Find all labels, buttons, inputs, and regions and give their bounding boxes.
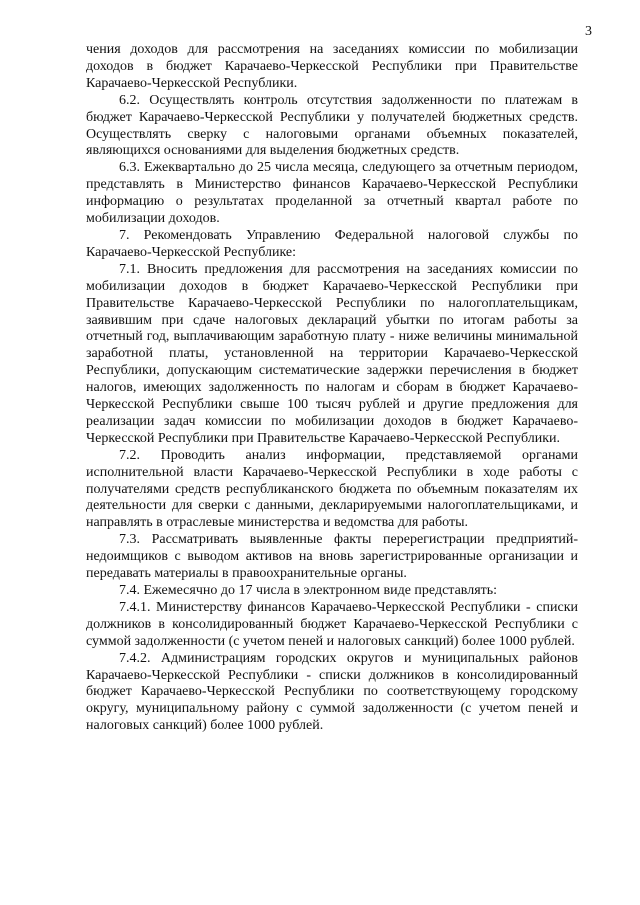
paragraph: 7.4.1. Министерству финансов Карачаево-Черкесской Республики - списки должников в консолидированный бюджет Карачаево-Черкесской Республики с суммой задолженности (с учетом пеней и налоговых санкций) более 1000 рублей. bbox=[86, 599, 578, 649]
paragraph: 6.3. Ежеквартально до 25 числа месяца, следующего за отчетным периодом, представлять в Министерство финансов Карачаево-Черкесской Республики информацию о результатах проделанной за отчетный квартал работе по мобилизации доходов. bbox=[86, 160, 578, 227]
paragraph: 7.3. Рассматривать выявленные факты перерегистрации предприятий-недоимщиков с выводом активов на вновь зарегистрированные организации и передавать материалы в правоохранительные органы. bbox=[86, 532, 578, 582]
paragraph: 7.1. Вносить предложения для рассмотрения на заседаниях комиссии по мобилизации доходов в бюджет Карачаево-Черкесской Республики при Правительстве Карачаево-Черкесской Республики по налогоплательщикам, заявившим при сдаче налоговых деклараций убытки по итогам работы за отчетный год, выплачивающим заработную плату - ниже величины минимальной заработной платы, установленной на территории Карачаево-Черкесской Республики, допускающим систематические задержки перечисления в бюджет налогов, имеющих задолженность по налогам и сборам в бюджет Карачаево-Черкесской Республики свыше 100 тысяч рублей и другие предложения для реализации задач комиссии по мобилизации доходов в бюджет Карачаево-Черкесской Республики при Правительстве Карачаево-Черкесской Республики. bbox=[86, 261, 578, 446]
paragraph: 7.4.2. Администрациям городских округов и муниципальных районов Карачаево-Черкесской Республики - списки должников в консолидированный бюджет Карачаево-Черкесской Республики по соответствующему городскому округу, муниципальному району с суммой задолженности (с учетом пеней и налоговых санкций) более 1000 рублей. bbox=[86, 650, 578, 734]
page-number: 3 bbox=[585, 24, 592, 39]
paragraph: 6.2. Осуществлять контроль отсутствия задолженности по платежам в бюджет Карачаево-Черкесской Республики у получателей бюджетных средств. Осуществлять сверку с налоговыми органами объемных показателей, являющихся основаниями для выделения бюджетных средств. bbox=[86, 92, 578, 159]
paragraph: 7.4. Ежемесячно до 17 числа в электронном виде представлять: bbox=[119, 583, 498, 598]
paragraph: 7. Рекомендовать Управлению Федеральной налоговой службы по Карачаево-Черкесской Республике: bbox=[86, 227, 578, 260]
paragraph: чения доходов для рассмотрения на заседаниях комиссии по мобилизации доходов в бюджет Карачаево-Черкесской Республики при Правительстве Карачаево-Черкесской Республики. bbox=[86, 42, 578, 91]
paragraph: 7.2. Проводить анализ информации, представляемой органами исполнительной власти Карачаево-Черкесской Республики в ходе работы с получателями средств республиканского бюджета по объемным показателям их деятельности для сверки с данными, декларируемыми налогоплательщиками, и направлять в отраслевые министерства и ведомства для работы. bbox=[86, 447, 578, 531]
document-body bbox=[86, 42, 578, 735]
